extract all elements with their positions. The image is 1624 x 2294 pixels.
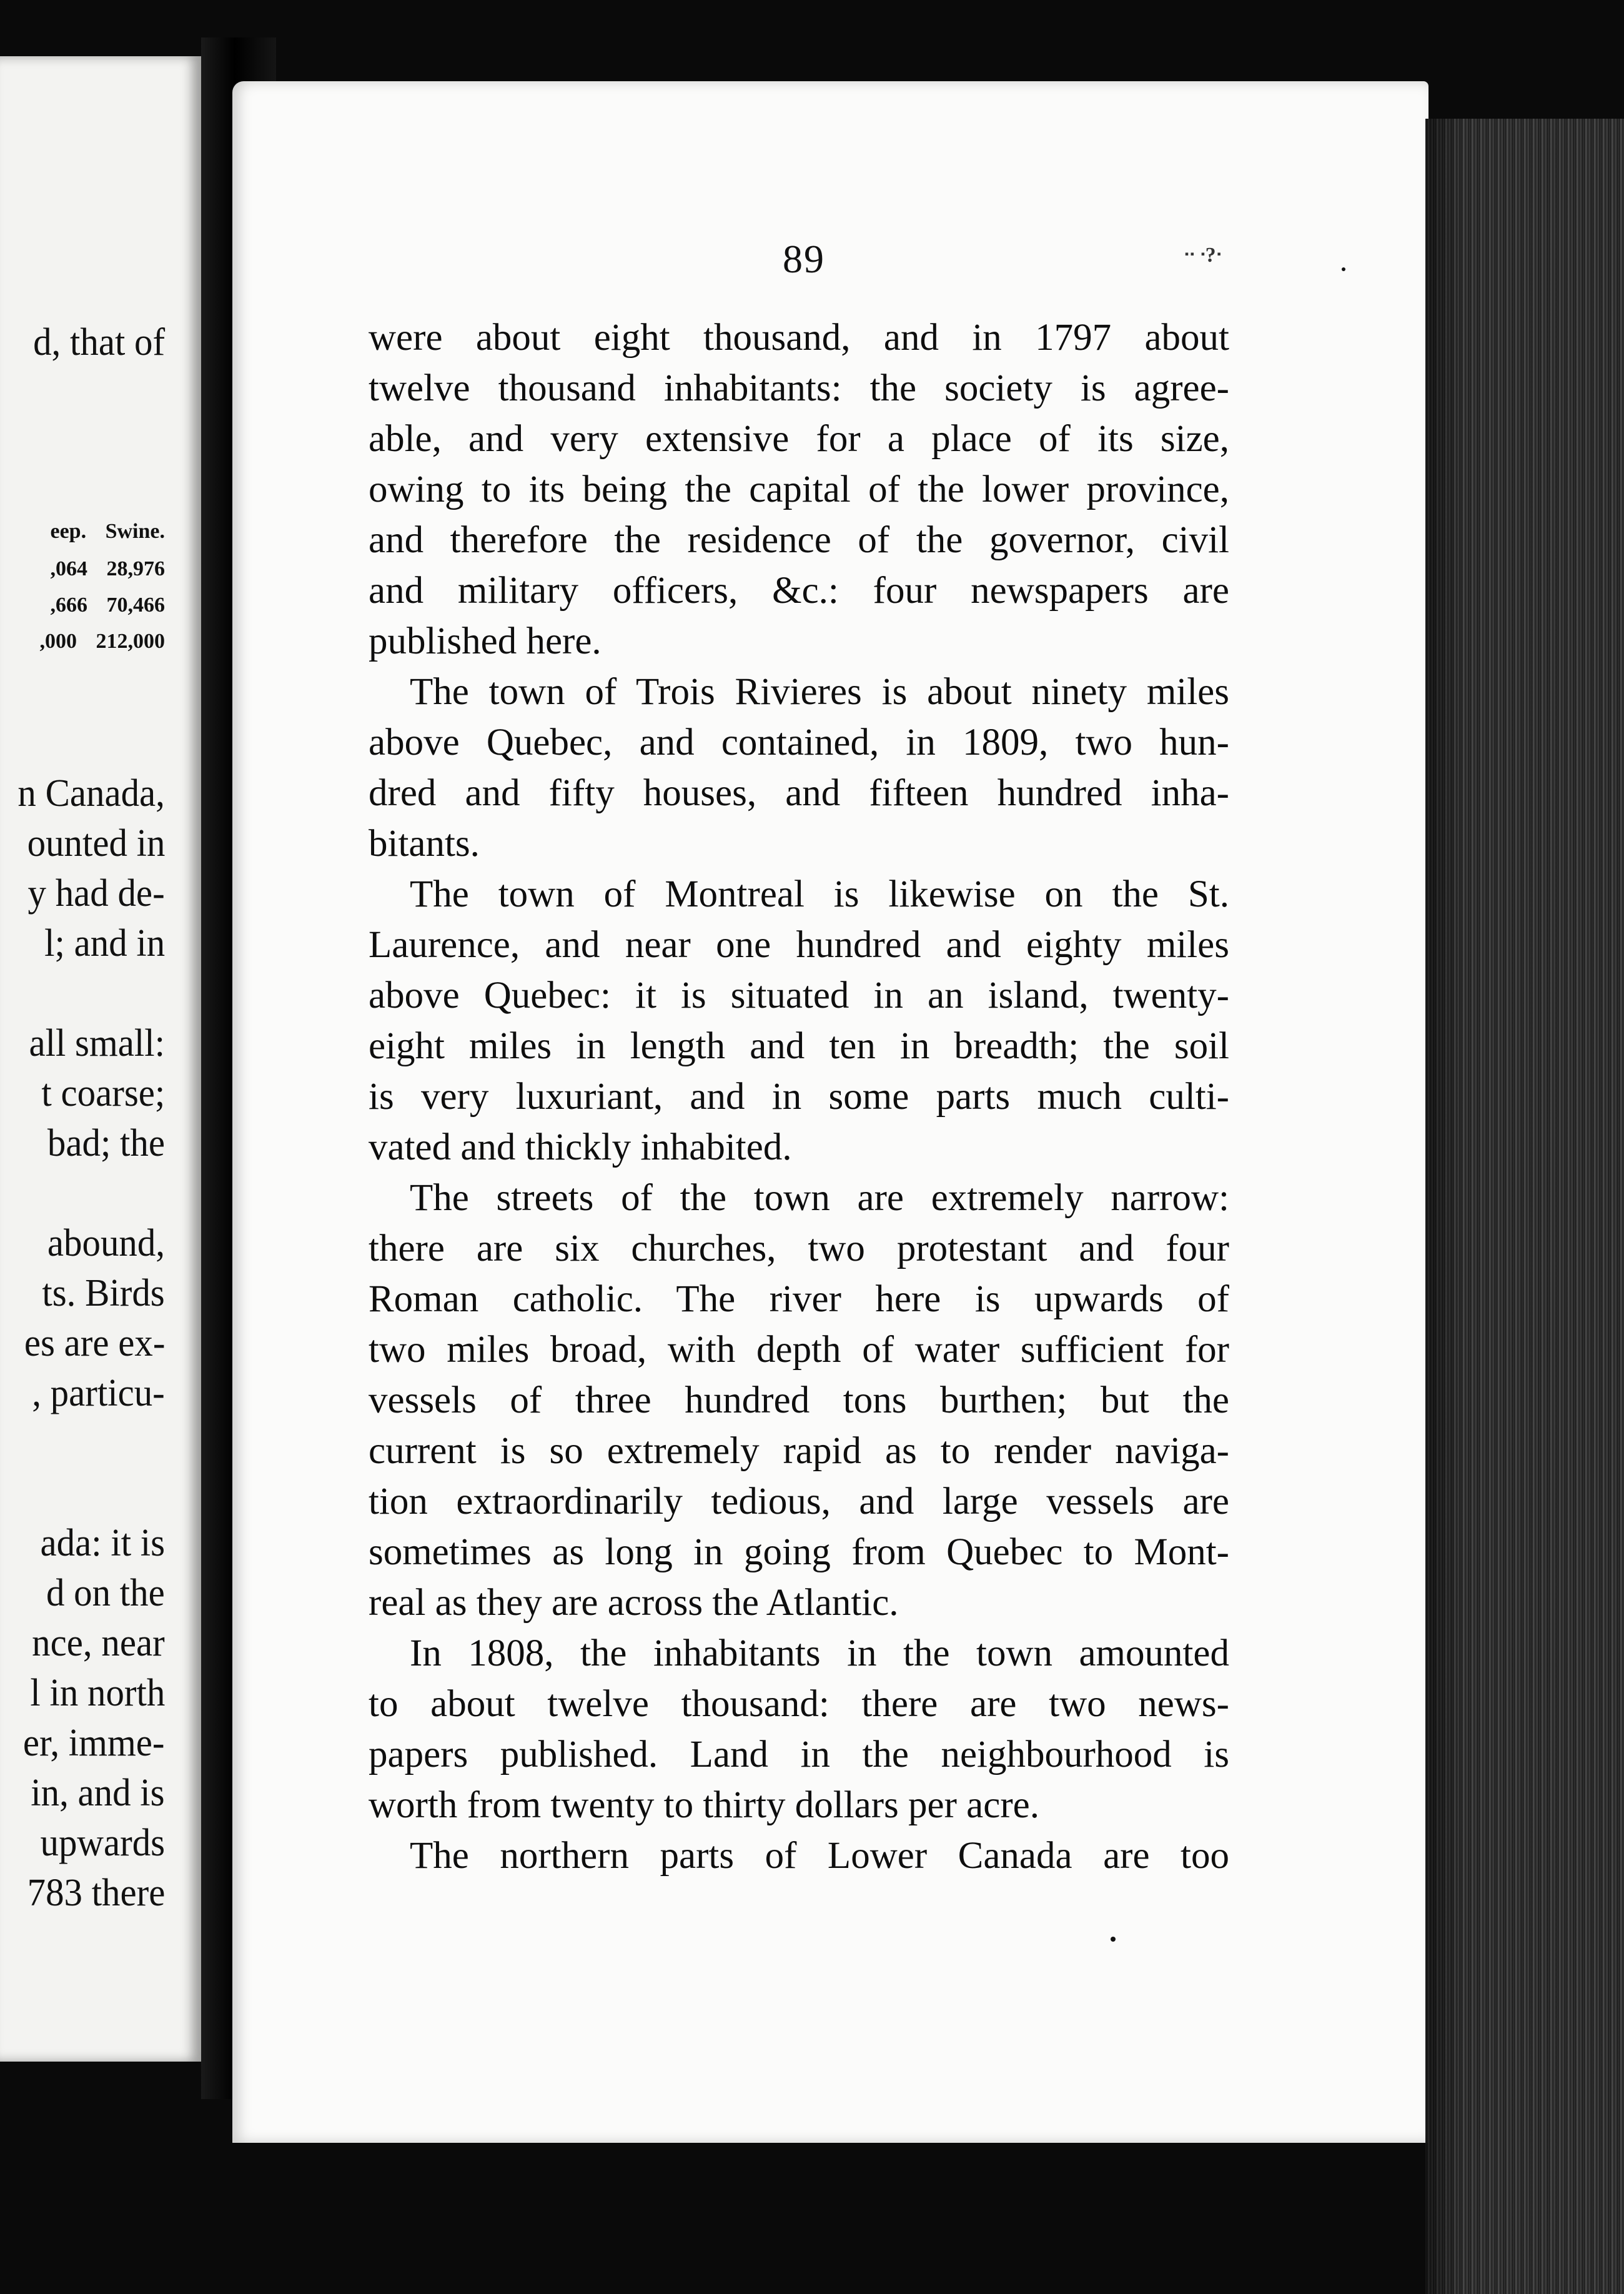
left-page-line: es are ex-	[24, 1322, 165, 1364]
text-line: published here.	[369, 620, 602, 662]
text-line: above Quebec: it is situated in an island, twenty-	[369, 975, 1229, 1016]
left-page-line: l in north	[30, 1672, 165, 1714]
left-page-line: y had de-	[27, 872, 165, 915]
text-line: two miles broad, with depth of water sufficient for	[369, 1329, 1229, 1371]
left-page-line: abound,	[47, 1222, 165, 1264]
text-line: The northern parts of Lower Canada are too	[410, 1835, 1229, 1877]
left-page-line: bad; the	[47, 1122, 165, 1164]
left-page-line: l; and in	[44, 922, 165, 965]
text-line: dred and fifty houses, and fifteen hundred inha-	[369, 772, 1229, 814]
text-line: Laurence, and near one hundred and eighty miles	[369, 924, 1229, 966]
page-number: 89	[783, 237, 825, 281]
text-line: is very luxuriant, and in some parts much culti-	[369, 1076, 1229, 1118]
text-line: The streets of the town are extremely narrow:	[410, 1177, 1229, 1219]
text-line: bitants.	[369, 823, 480, 865]
text-line: above Quebec, and contained, in 1809, two hun-	[369, 722, 1229, 763]
left-page-line: , particu-	[32, 1372, 165, 1414]
text-line: vated and thickly inhabited.	[369, 1126, 792, 1168]
ink-speck	[1111, 1937, 1116, 1942]
table-header-sheep: eep.	[50, 520, 87, 543]
left-page-line: er, imme-	[23, 1722, 165, 1764]
page-stack-shadow	[1425, 119, 1463, 2294]
text-line: In 1808, the inhabitants in the town amounted	[410, 1632, 1229, 1674]
left-page-line: ounted in	[27, 822, 165, 865]
left-page-line: n Canada,	[17, 772, 165, 815]
text-line: and military officers, &c.: four newspapers are	[369, 570, 1229, 612]
livestock-table-row: ,064 28,976	[50, 557, 165, 580]
text-line: there are six churches, two protestant and four	[369, 1228, 1229, 1269]
text-line: worth from twenty to thirty dollars per acre.	[369, 1784, 1039, 1826]
left-page-line: in, and is	[31, 1772, 165, 1814]
text-line: The town of Trois Rivieres is about ninety miles	[410, 671, 1229, 713]
text-line: papers published. Land in the neighbourhood is	[369, 1734, 1229, 1775]
livestock-table-row: ,000 212,000	[39, 630, 165, 653]
table-header-swine: Swine.	[105, 520, 165, 543]
text-line: and therefore the residence of the governor, civil	[369, 519, 1229, 561]
body-text	[369, 312, 1229, 1881]
text-line: Roman catholic. The river here is upwards of	[369, 1278, 1229, 1320]
text-line: to about twelve thousand: there are two news-	[369, 1683, 1229, 1725]
text-line: able, and very extensive for a place of its size,	[369, 418, 1229, 460]
text-line: vessels of three hundred tons burthen; but the	[369, 1379, 1229, 1421]
text-line: twelve thousand inhabitants: the society is agree-	[369, 367, 1229, 409]
text-line: tion extraordinarily tedious, and large vessels are	[369, 1481, 1229, 1522]
text-line: real as they are across the Atlantic.	[369, 1582, 899, 1624]
left-page-line: d on the	[46, 1572, 165, 1614]
left-page-line: nce, near	[32, 1622, 165, 1664]
left-page-line: ts. Birds	[42, 1272, 165, 1314]
left-page-line: ada: it is	[40, 1522, 165, 1564]
corner-mark: ᐧᐧ ᐧ?ᐧ	[1184, 244, 1222, 267]
left-page-line: 783 there	[27, 1872, 165, 1914]
text-line: current is so extremely rapid as to render naviga-	[369, 1430, 1229, 1472]
text-line: were about eight thousand, and in 1797 about	[369, 317, 1229, 359]
text-line: sometimes as long in going from Quebec to Mont-	[369, 1531, 1229, 1573]
left-page-line: t coarse;	[41, 1072, 165, 1115]
text-line: The town of Montreal is likewise on the St.	[410, 873, 1229, 915]
livestock-table-row: ,666 70,466	[50, 593, 165, 617]
text-line: owing to its being the capital of the lower province,	[369, 469, 1229, 510]
livestock-table-header	[50, 520, 165, 544]
ink-speck	[1342, 267, 1345, 271]
previous-page	[0, 56, 201, 2062]
left-page-line: upwards	[40, 1822, 165, 1864]
left-page-line: d, that of	[32, 321, 165, 364]
left-page-line: all small:	[29, 1022, 165, 1065]
text-line: eight miles in length and ten in breadth; the soil	[369, 1025, 1229, 1067]
